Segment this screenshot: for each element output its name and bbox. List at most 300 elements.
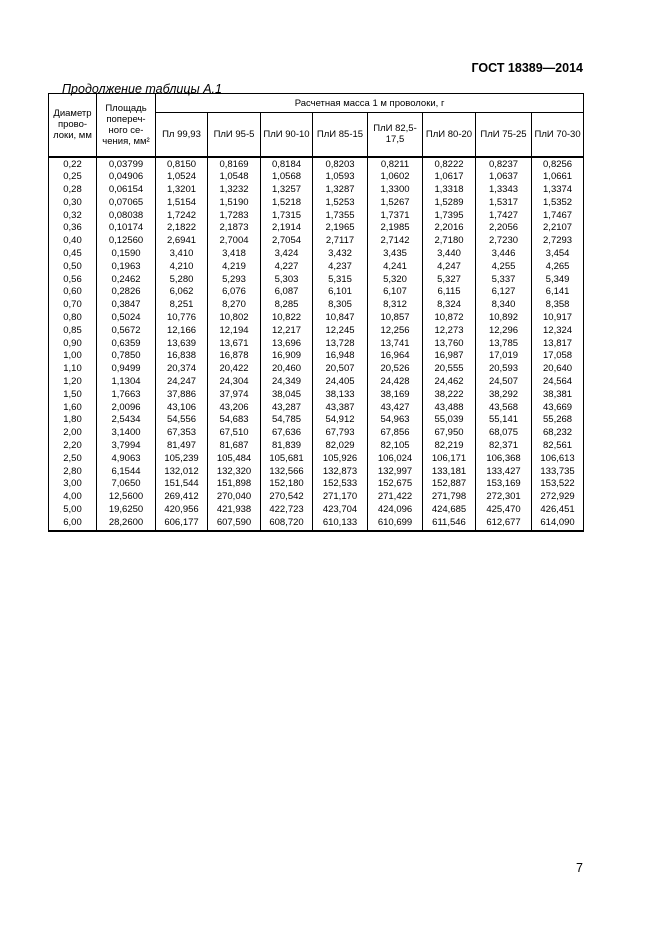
cell-mass: 24,564 xyxy=(532,376,584,389)
cell-mass: 2,2056 xyxy=(476,222,532,235)
cell-mass: 67,793 xyxy=(313,427,368,440)
cell-mass: 5,303 xyxy=(261,274,313,287)
cell-diameter: 0,36 xyxy=(49,222,97,235)
cell-mass: 16,987 xyxy=(423,350,476,363)
cell-mass: 1,3257 xyxy=(261,184,313,197)
cell-mass: 272,301 xyxy=(476,491,532,504)
cell-diameter: 0,56 xyxy=(49,274,97,287)
cell-mass: 10,822 xyxy=(261,312,313,325)
cell-mass: 68,075 xyxy=(476,427,532,440)
header-alloy: ПлИ 70-30 xyxy=(532,113,584,157)
header-alloy: ПлИ 82,5-17,5 xyxy=(368,113,423,157)
table-row xyxy=(49,517,584,531)
cell-area: 0,06154 xyxy=(97,184,156,197)
cell-mass: 3,410 xyxy=(156,248,208,261)
cell-mass: 8,358 xyxy=(532,299,584,312)
cell-mass: 106,024 xyxy=(368,453,423,466)
cell-mass: 153,169 xyxy=(476,478,532,491)
cell-mass: 0,8237 xyxy=(476,157,532,172)
cell-diameter: 0,45 xyxy=(49,248,97,261)
cell-mass: 20,460 xyxy=(261,363,313,376)
cell-mass: 1,5253 xyxy=(313,197,368,210)
table-row xyxy=(49,248,584,261)
header-mass-group: Расчетная масса 1 м проволоки, г xyxy=(156,94,584,113)
cell-mass: 43,568 xyxy=(476,402,532,415)
cell-mass: 67,950 xyxy=(423,427,476,440)
cell-mass: 106,171 xyxy=(423,453,476,466)
cell-area: 1,1304 xyxy=(97,376,156,389)
cell-mass: 3,440 xyxy=(423,248,476,261)
cell-mass: 16,964 xyxy=(368,350,423,363)
cell-mass: 10,857 xyxy=(368,312,423,325)
cell-mass: 13,639 xyxy=(156,338,208,351)
cell-mass: 6,101 xyxy=(313,286,368,299)
header-alloy: ПлИ 75-25 xyxy=(476,113,532,157)
cell-mass: 10,892 xyxy=(476,312,532,325)
cell-mass: 270,542 xyxy=(261,491,313,504)
cell-mass: 151,544 xyxy=(156,478,208,491)
cell-mass: 4,241 xyxy=(368,261,423,274)
cell-mass: 105,926 xyxy=(313,453,368,466)
cell-diameter: 1,10 xyxy=(49,363,97,376)
cell-mass: 5,315 xyxy=(313,274,368,287)
cell-area: 3,7994 xyxy=(97,440,156,453)
cell-diameter: 1,00 xyxy=(49,350,97,363)
cell-diameter: 1,80 xyxy=(49,414,97,427)
cell-mass: 1,3300 xyxy=(368,184,423,197)
cell-mass: 6,087 xyxy=(261,286,313,299)
cell-mass: 13,760 xyxy=(423,338,476,351)
header-diameter: Диаметр прово-локи, мм xyxy=(49,94,97,157)
cell-mass: 1,7371 xyxy=(368,210,423,223)
cell-mass: 12,194 xyxy=(208,325,261,338)
table-row xyxy=(49,261,584,274)
cell-diameter: 1,60 xyxy=(49,402,97,415)
cell-mass: 0,8256 xyxy=(532,157,584,172)
cell-area: 6,1544 xyxy=(97,466,156,479)
table-row xyxy=(49,402,584,415)
cell-mass: 4,227 xyxy=(261,261,313,274)
cell-area: 19,6250 xyxy=(97,504,156,517)
cell-mass: 3,424 xyxy=(261,248,313,261)
cell-mass: 82,105 xyxy=(368,440,423,453)
cell-mass: 12,166 xyxy=(156,325,208,338)
cell-mass: 12,324 xyxy=(532,325,584,338)
cell-mass: 422,723 xyxy=(261,504,313,517)
table-row xyxy=(49,478,584,491)
cell-mass: 43,287 xyxy=(261,402,313,415)
cell-mass: 1,7395 xyxy=(423,210,476,223)
cell-mass: 54,912 xyxy=(313,414,368,427)
cell-mass: 1,0602 xyxy=(368,171,423,184)
cell-mass: 2,1965 xyxy=(313,222,368,235)
table-row xyxy=(49,210,584,223)
cell-mass: 2,6941 xyxy=(156,235,208,248)
cell-mass: 8,312 xyxy=(368,299,423,312)
table-row xyxy=(49,299,584,312)
cell-mass: 20,374 xyxy=(156,363,208,376)
cell-diameter: 5,00 xyxy=(49,504,97,517)
cell-mass: 43,427 xyxy=(368,402,423,415)
cell-mass: 424,685 xyxy=(423,504,476,517)
cell-mass: 132,997 xyxy=(368,466,423,479)
cell-mass: 3,435 xyxy=(368,248,423,261)
cell-mass: 105,484 xyxy=(208,453,261,466)
cell-area: 1,7663 xyxy=(97,389,156,402)
cell-mass: 10,776 xyxy=(156,312,208,325)
cell-mass: 2,1873 xyxy=(208,222,261,235)
cell-mass: 4,247 xyxy=(423,261,476,274)
cell-mass: 6,115 xyxy=(423,286,476,299)
cell-mass: 82,219 xyxy=(423,440,476,453)
cell-mass: 54,963 xyxy=(368,414,423,427)
cell-mass: 38,381 xyxy=(532,389,584,402)
cell-mass: 106,368 xyxy=(476,453,532,466)
cell-mass: 1,3318 xyxy=(423,184,476,197)
cell-area: 0,3847 xyxy=(97,299,156,312)
cell-diameter: 1,20 xyxy=(49,376,97,389)
cell-mass: 2,1985 xyxy=(368,222,423,235)
cell-mass: 82,029 xyxy=(313,440,368,453)
cell-mass: 43,106 xyxy=(156,402,208,415)
cell-mass: 271,422 xyxy=(368,491,423,504)
cell-mass: 1,5289 xyxy=(423,197,476,210)
cell-mass: 606,177 xyxy=(156,517,208,531)
cell-mass: 1,3374 xyxy=(532,184,584,197)
cell-area: 0,1963 xyxy=(97,261,156,274)
cell-mass: 13,728 xyxy=(313,338,368,351)
cell-mass: 1,7242 xyxy=(156,210,208,223)
cell-mass: 38,045 xyxy=(261,389,313,402)
table-row xyxy=(49,376,584,389)
cell-mass: 607,590 xyxy=(208,517,261,531)
table-row xyxy=(49,363,584,376)
standard-designation: ГОСТ 18389—2014 xyxy=(471,61,583,75)
cell-mass: 132,320 xyxy=(208,466,261,479)
cell-mass: 12,217 xyxy=(261,325,313,338)
cell-area: 0,5024 xyxy=(97,312,156,325)
cell-mass: 82,371 xyxy=(476,440,532,453)
cell-area: 0,08038 xyxy=(97,210,156,223)
cell-mass: 421,938 xyxy=(208,504,261,517)
cell-mass: 0,8203 xyxy=(313,157,368,172)
cell-diameter: 0,40 xyxy=(49,235,97,248)
cell-mass: 12,245 xyxy=(313,325,368,338)
cell-mass: 12,256 xyxy=(368,325,423,338)
cell-mass: 13,696 xyxy=(261,338,313,351)
table-row xyxy=(49,350,584,363)
cell-diameter: 2,50 xyxy=(49,453,97,466)
cell-mass: 13,817 xyxy=(532,338,584,351)
cell-area: 0,04906 xyxy=(97,171,156,184)
cell-mass: 0,8150 xyxy=(156,157,208,172)
cell-mass: 3,446 xyxy=(476,248,532,261)
cell-mass: 38,292 xyxy=(476,389,532,402)
cell-area: 0,1590 xyxy=(97,248,156,261)
cell-mass: 269,412 xyxy=(156,491,208,504)
cell-mass: 24,462 xyxy=(423,376,476,389)
cell-mass: 67,510 xyxy=(208,427,261,440)
cell-mass: 16,909 xyxy=(261,350,313,363)
cell-mass: 610,133 xyxy=(313,517,368,531)
cell-area: 12,5600 xyxy=(97,491,156,504)
cell-mass: 132,566 xyxy=(261,466,313,479)
header-alloy: ПлИ 95-5 xyxy=(208,113,261,157)
cell-mass: 20,507 xyxy=(313,363,368,376)
cell-area: 0,03799 xyxy=(97,157,156,172)
cell-mass: 1,5154 xyxy=(156,197,208,210)
table-row xyxy=(49,338,584,351)
table-row xyxy=(49,491,584,504)
cell-mass: 2,1914 xyxy=(261,222,313,235)
cell-mass: 67,636 xyxy=(261,427,313,440)
cell-mass: 24,349 xyxy=(261,376,313,389)
cell-mass: 13,785 xyxy=(476,338,532,351)
cell-mass: 2,7054 xyxy=(261,235,313,248)
cell-mass: 0,8184 xyxy=(261,157,313,172)
table-row xyxy=(49,184,584,197)
cell-diameter: 2,20 xyxy=(49,440,97,453)
cell-mass: 612,677 xyxy=(476,517,532,531)
cell-diameter: 0,30 xyxy=(49,197,97,210)
cell-mass: 24,304 xyxy=(208,376,261,389)
cell-mass: 152,887 xyxy=(423,478,476,491)
cell-mass: 24,405 xyxy=(313,376,368,389)
table-row xyxy=(49,325,584,338)
cell-mass: 54,556 xyxy=(156,414,208,427)
cell-area: 3,1400 xyxy=(97,427,156,440)
cell-mass: 4,210 xyxy=(156,261,208,274)
cell-diameter: 2,80 xyxy=(49,466,97,479)
cell-mass: 43,387 xyxy=(313,402,368,415)
cell-mass: 1,7283 xyxy=(208,210,261,223)
cell-mass: 1,0617 xyxy=(423,171,476,184)
cell-mass: 4,237 xyxy=(313,261,368,274)
cell-mass: 8,305 xyxy=(313,299,368,312)
cell-mass: 1,3343 xyxy=(476,184,532,197)
cell-mass: 105,681 xyxy=(261,453,313,466)
header-alloy: Пл 99,93 xyxy=(156,113,208,157)
cell-mass: 2,7117 xyxy=(313,235,368,248)
table-row xyxy=(49,312,584,325)
cell-mass: 3,418 xyxy=(208,248,261,261)
cell-mass: 4,219 xyxy=(208,261,261,274)
cell-mass: 425,470 xyxy=(476,504,532,517)
cell-mass: 20,422 xyxy=(208,363,261,376)
cell-diameter: 0,50 xyxy=(49,261,97,274)
cell-mass: 38,133 xyxy=(313,389,368,402)
cell-mass: 152,180 xyxy=(261,478,313,491)
cell-area: 28,2600 xyxy=(97,517,156,531)
cell-mass: 24,428 xyxy=(368,376,423,389)
cell-diameter: 4,00 xyxy=(49,491,97,504)
cell-area: 2,0096 xyxy=(97,402,156,415)
cell-mass: 0,8222 xyxy=(423,157,476,172)
table-row xyxy=(49,389,584,402)
cell-mass: 5,293 xyxy=(208,274,261,287)
table-row xyxy=(49,157,584,172)
cell-mass: 55,268 xyxy=(532,414,584,427)
cell-mass: 8,270 xyxy=(208,299,261,312)
cell-diameter: 0,22 xyxy=(49,157,97,172)
cell-diameter: 0,28 xyxy=(49,184,97,197)
cell-mass: 37,886 xyxy=(156,389,208,402)
header-alloy: ПлИ 85-15 xyxy=(313,113,368,157)
cell-mass: 24,247 xyxy=(156,376,208,389)
table-caption: Продолжение таблицы А.1 xyxy=(62,82,222,96)
cell-mass: 2,2107 xyxy=(532,222,584,235)
header-alloy: ПлИ 90-10 xyxy=(261,113,313,157)
cell-area: 2,5434 xyxy=(97,414,156,427)
cell-mass: 4,265 xyxy=(532,261,584,274)
cell-mass: 43,488 xyxy=(423,402,476,415)
table-row xyxy=(49,414,584,427)
cell-diameter: 0,60 xyxy=(49,286,97,299)
cell-mass: 133,427 xyxy=(476,466,532,479)
cell-mass: 38,169 xyxy=(368,389,423,402)
cell-area: 0,12560 xyxy=(97,235,156,248)
cell-mass: 0,8169 xyxy=(208,157,261,172)
cell-mass: 17,058 xyxy=(532,350,584,363)
cell-mass: 270,040 xyxy=(208,491,261,504)
table-row xyxy=(49,466,584,479)
cell-mass: 5,320 xyxy=(368,274,423,287)
cell-mass: 2,2016 xyxy=(423,222,476,235)
cell-mass: 5,349 xyxy=(532,274,584,287)
cell-mass: 1,0524 xyxy=(156,171,208,184)
cell-mass: 5,327 xyxy=(423,274,476,287)
cell-diameter: 2,00 xyxy=(49,427,97,440)
cell-mass: 272,929 xyxy=(532,491,584,504)
cell-mass: 24,507 xyxy=(476,376,532,389)
cell-mass: 2,7230 xyxy=(476,235,532,248)
cell-mass: 271,170 xyxy=(313,491,368,504)
cell-mass: 1,5190 xyxy=(208,197,261,210)
cell-mass: 81,839 xyxy=(261,440,313,453)
cell-mass: 16,948 xyxy=(313,350,368,363)
cell-mass: 1,5352 xyxy=(532,197,584,210)
cell-mass: 1,0661 xyxy=(532,171,584,184)
cell-mass: 1,7427 xyxy=(476,210,532,223)
cell-area: 0,9499 xyxy=(97,363,156,376)
cell-mass: 5,280 xyxy=(156,274,208,287)
cell-mass: 67,353 xyxy=(156,427,208,440)
cell-mass: 54,785 xyxy=(261,414,313,427)
table-row xyxy=(49,274,584,287)
cell-mass: 132,012 xyxy=(156,466,208,479)
cell-mass: 12,296 xyxy=(476,325,532,338)
cell-mass: 426,451 xyxy=(532,504,584,517)
cell-diameter: 0,25 xyxy=(49,171,97,184)
cell-mass: 2,7293 xyxy=(532,235,584,248)
cell-mass: 423,704 xyxy=(313,504,368,517)
cell-mass: 1,0637 xyxy=(476,171,532,184)
cell-mass: 54,683 xyxy=(208,414,261,427)
cell-mass: 2,7142 xyxy=(368,235,423,248)
cell-mass: 43,669 xyxy=(532,402,584,415)
cell-mass: 1,7315 xyxy=(261,210,313,223)
cell-mass: 1,7467 xyxy=(532,210,584,223)
cell-area: 0,7850 xyxy=(97,350,156,363)
cell-mass: 16,838 xyxy=(156,350,208,363)
table-row xyxy=(49,171,584,184)
cell-mass: 105,239 xyxy=(156,453,208,466)
cell-mass: 10,802 xyxy=(208,312,261,325)
cell-area: 0,2462 xyxy=(97,274,156,287)
cell-mass: 20,640 xyxy=(532,363,584,376)
cell-mass: 38,222 xyxy=(423,389,476,402)
cell-mass: 3,454 xyxy=(532,248,584,261)
cell-mass: 151,898 xyxy=(208,478,261,491)
cell-area: 4,9063 xyxy=(97,453,156,466)
cell-mass: 68,232 xyxy=(532,427,584,440)
header-alloy: ПлИ 80-20 xyxy=(423,113,476,157)
cell-mass: 6,076 xyxy=(208,286,261,299)
table-row xyxy=(49,197,584,210)
cell-mass: 1,3201 xyxy=(156,184,208,197)
cell-mass: 43,206 xyxy=(208,402,261,415)
cell-diameter: 0,32 xyxy=(49,210,97,223)
cell-mass: 13,671 xyxy=(208,338,261,351)
table-row xyxy=(49,427,584,440)
cell-mass: 4,255 xyxy=(476,261,532,274)
cell-mass: 55,039 xyxy=(423,414,476,427)
cell-mass: 67,856 xyxy=(368,427,423,440)
cell-mass: 1,3232 xyxy=(208,184,261,197)
cell-mass: 3,432 xyxy=(313,248,368,261)
cell-mass: 1,5267 xyxy=(368,197,423,210)
cell-mass: 424,096 xyxy=(368,504,423,517)
page-number: 7 xyxy=(576,861,583,875)
cell-mass: 10,847 xyxy=(313,312,368,325)
cell-mass: 82,561 xyxy=(532,440,584,453)
cell-mass: 1,7355 xyxy=(313,210,368,223)
cell-mass: 614,090 xyxy=(532,517,584,531)
cell-mass: 132,873 xyxy=(313,466,368,479)
cell-mass: 8,285 xyxy=(261,299,313,312)
cell-mass: 12,273 xyxy=(423,325,476,338)
table-row xyxy=(49,440,584,453)
cell-mass: 20,526 xyxy=(368,363,423,376)
cell-mass: 1,0568 xyxy=(261,171,313,184)
cell-mass: 420,956 xyxy=(156,504,208,517)
cell-mass: 8,251 xyxy=(156,299,208,312)
cell-mass: 6,127 xyxy=(476,286,532,299)
cell-mass: 13,741 xyxy=(368,338,423,351)
cell-mass: 6,141 xyxy=(532,286,584,299)
cell-mass: 10,917 xyxy=(532,312,584,325)
cell-mass: 1,3287 xyxy=(313,184,368,197)
cell-mass: 271,798 xyxy=(423,491,476,504)
cell-mass: 37,974 xyxy=(208,389,261,402)
cell-area: 0,2826 xyxy=(97,286,156,299)
cell-diameter: 0,80 xyxy=(49,312,97,325)
cell-mass: 17,019 xyxy=(476,350,532,363)
cell-mass: 152,675 xyxy=(368,478,423,491)
cell-mass: 133,735 xyxy=(532,466,584,479)
cell-mass: 133,181 xyxy=(423,466,476,479)
cell-mass: 55,141 xyxy=(476,414,532,427)
cell-mass: 8,324 xyxy=(423,299,476,312)
cell-mass: 20,593 xyxy=(476,363,532,376)
cell-mass: 152,533 xyxy=(313,478,368,491)
cell-mass: 10,872 xyxy=(423,312,476,325)
cell-mass: 16,878 xyxy=(208,350,261,363)
cell-mass: 6,062 xyxy=(156,286,208,299)
cell-diameter: 3,00 xyxy=(49,478,97,491)
cell-mass: 608,720 xyxy=(261,517,313,531)
cell-mass: 20,555 xyxy=(423,363,476,376)
